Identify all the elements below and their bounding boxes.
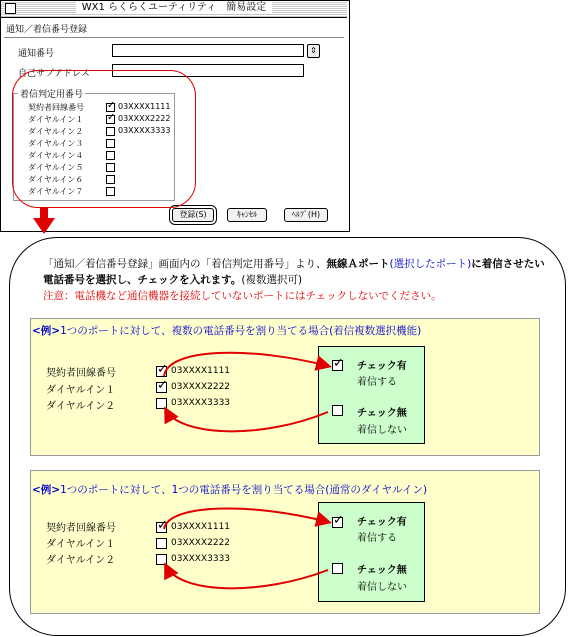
row-label: ダイヤルイン４: [28, 151, 84, 160]
arrow-unchecked-2: [166, 566, 328, 588]
example-title: <例>1つのポートに対して、1つの電話番号を割り当てる場合(通常のダイヤルイン): [32, 484, 428, 496]
legend-off-head: チェック無: [357, 408, 407, 419]
example-title: <例>1つのポートに対して、複数の電話番号を割り当てる場合(着信複数選択機能): [32, 325, 422, 337]
intro-text: 「通知／着信番号登録」画面内の「着信判定用番号」より、無線Ａポート(選択したポート)に着信させたい電話番号を選択し、チェックを入れます。(複数選択可) 注意：電話機など通信機器を接続していないポートにはチェックしないでください。: [43, 258, 545, 302]
row-number: 03XXXX3333: [118, 126, 171, 135]
example-row-number: 03XXXX1111: [171, 366, 231, 376]
example-row-number: 03XXXX2222: [171, 538, 231, 548]
row-label: ダイヤルイン２: [28, 127, 84, 136]
notify-number-label: 通知番号: [18, 49, 55, 59]
legend-off-sub: 着信しない: [357, 425, 407, 436]
row-label: 契約者回線番号: [28, 103, 84, 112]
arrow-checked-1: [164, 353, 328, 376]
example-row-label: ダイヤルイン１: [46, 385, 116, 396]
example-row-number: 03XXXX3333: [171, 398, 231, 408]
row-number: 03XXXX1111: [118, 102, 171, 111]
row-label: ダイヤルイン１: [28, 115, 84, 124]
help-button[interactable]: ﾍﾙﾌﾟ(H): [284, 208, 328, 222]
row-number: 03XXXX2222: [118, 114, 171, 123]
caution-note: 注意：電話機など通信機器を接続していないポートにはチェックしないでください。: [43, 290, 442, 302]
example-row-label: ダイヤルイン２: [46, 555, 116, 566]
example-row-number: 03XXXX2222: [171, 382, 231, 392]
example-row-label: 契約者回線番号: [46, 368, 116, 379]
group-title: 着信判定用番号: [18, 87, 85, 100]
example-row-label: ダイヤルイン１: [46, 539, 116, 550]
row-label: ダイヤルイン７: [28, 187, 84, 196]
legend-on-head: チェック有: [357, 361, 407, 372]
arrow-unchecked-1: [166, 410, 328, 431]
arrow-checked-2: [164, 508, 328, 529]
example-row-number: 03XXXX1111: [171, 522, 231, 532]
legend-off-head: チェック無: [357, 565, 407, 576]
legend-off-sub: 着信しない: [357, 582, 407, 593]
legend-on-head: チェック有: [357, 517, 407, 528]
section-title: 通知／着信番号登録: [6, 25, 88, 35]
row-label: ダイヤルイン５: [28, 163, 84, 172]
row-label: ダイヤルイン６: [28, 175, 84, 184]
window-title: WX1 らくらくユーティリティ 簡易設定: [0, 1, 348, 15]
select-arrows-icon[interactable]: ⇕: [307, 44, 320, 58]
legend-on-sub: 着信する: [357, 377, 397, 388]
example-row-label: ダイヤルイン２: [46, 401, 116, 412]
register-button[interactable]: 登録(S): [172, 208, 214, 222]
row-label: ダイヤルイン３: [28, 139, 84, 148]
subaddress-label: 自己サブアドレス: [18, 69, 90, 79]
legend-on-sub: 着信する: [357, 533, 397, 544]
example-row-label: 契約者回線番号: [46, 523, 116, 534]
example-row-number: 03XXXX3333: [171, 554, 231, 564]
cancel-button[interactable]: ｷｬﾝｾﾙ: [227, 208, 267, 222]
